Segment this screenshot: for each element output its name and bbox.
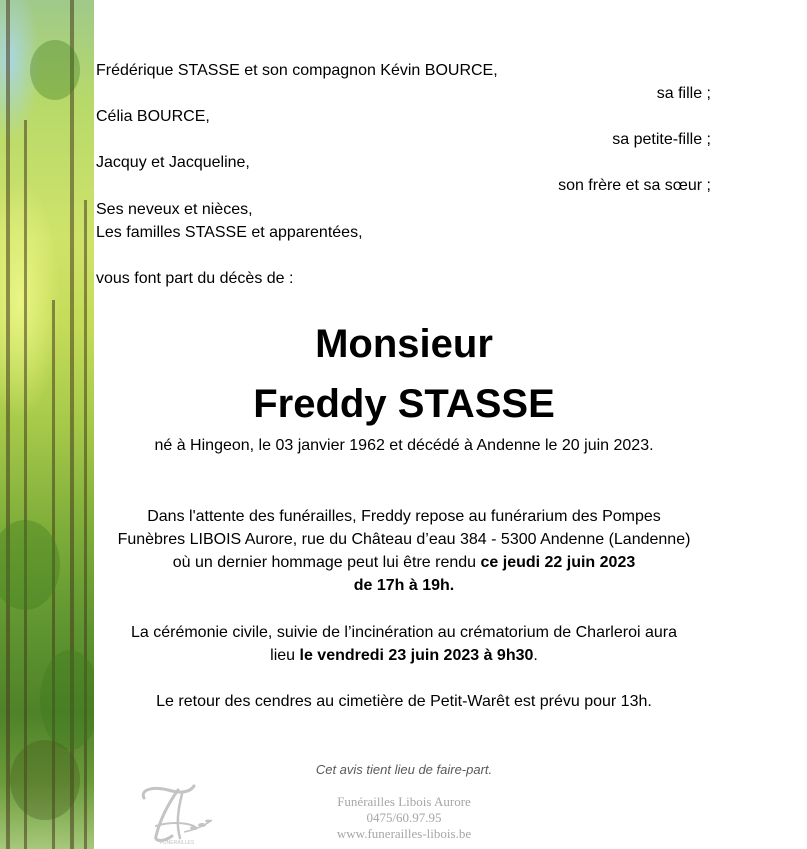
relation-siblings: son frère et sa sœur ; xyxy=(558,177,711,194)
visitation-line-2: Funèbres LIBOIS Aurore, rue du Château d’eau 384 - 5300 Andenne (Landenne) xyxy=(117,531,691,548)
relation-daughter: sa fille ; xyxy=(656,85,711,102)
family-line-families: Les familles STASSE et apparentées, xyxy=(96,224,363,241)
relation-granddaughter: sa petite-fille ; xyxy=(612,131,711,148)
visitation-line-1: Dans l'attente des funérailles, Freddy repose au funérarium des Pompes xyxy=(147,508,661,525)
company-website[interactable]: www.funerailles-libois.be xyxy=(336,826,472,841)
visitation-date: ce jeudi 22 juin 2023 xyxy=(480,554,636,571)
forest-image xyxy=(0,0,94,849)
family-line-siblings: Jacquy et Jacqueline, xyxy=(96,154,250,171)
family-line-nephews: Ses neveux et nièces, xyxy=(96,201,253,218)
company-name: Funérailles Libois Aurore xyxy=(337,794,471,809)
svg-text:FUNERAILLES: FUNERAILLES xyxy=(160,840,195,846)
deceased-dates: né à Hingeon, le 03 janvier 1962 et décédé à Andenne le 20 juin 2023. xyxy=(154,437,654,454)
visitation-hours: de 17h à 19h. xyxy=(353,577,455,594)
notice-note: Cet avis tient lieu de faire-part. xyxy=(315,762,493,777)
ceremony-date: le vendredi 23 juin 2023 à 9h30 xyxy=(299,647,534,664)
ceremony-line-1: La cérémonie civile, suivie de l’incinération au crématorium de Charleroi aura xyxy=(130,624,678,641)
visitation-text: où un dernier hommage peut lui être rendu xyxy=(172,554,481,571)
ceremony-text: lieu xyxy=(270,647,300,664)
ashes-return: Le retour des cendres au cimetière de Petit-Warêt est prévu pour 13h. xyxy=(156,693,652,710)
ceremony-period: . xyxy=(533,647,538,664)
family-line-daughter: Frédérique STASSE et son compagnon Kévin BOURCE, xyxy=(96,62,498,79)
ceremony-line-2 xyxy=(94,644,714,667)
deceased-name: Freddy STASSE xyxy=(253,382,555,426)
company-phone: 0475/60.97.95 xyxy=(366,810,442,825)
funeral-home-logo-icon xyxy=(138,780,220,846)
family-line-granddaughter: Célia BOURCE, xyxy=(96,108,210,125)
announcement-text: vous font part du décès de : xyxy=(96,270,294,287)
visitation-line-3 xyxy=(94,551,714,574)
deceased-title: Monsieur xyxy=(315,322,493,366)
